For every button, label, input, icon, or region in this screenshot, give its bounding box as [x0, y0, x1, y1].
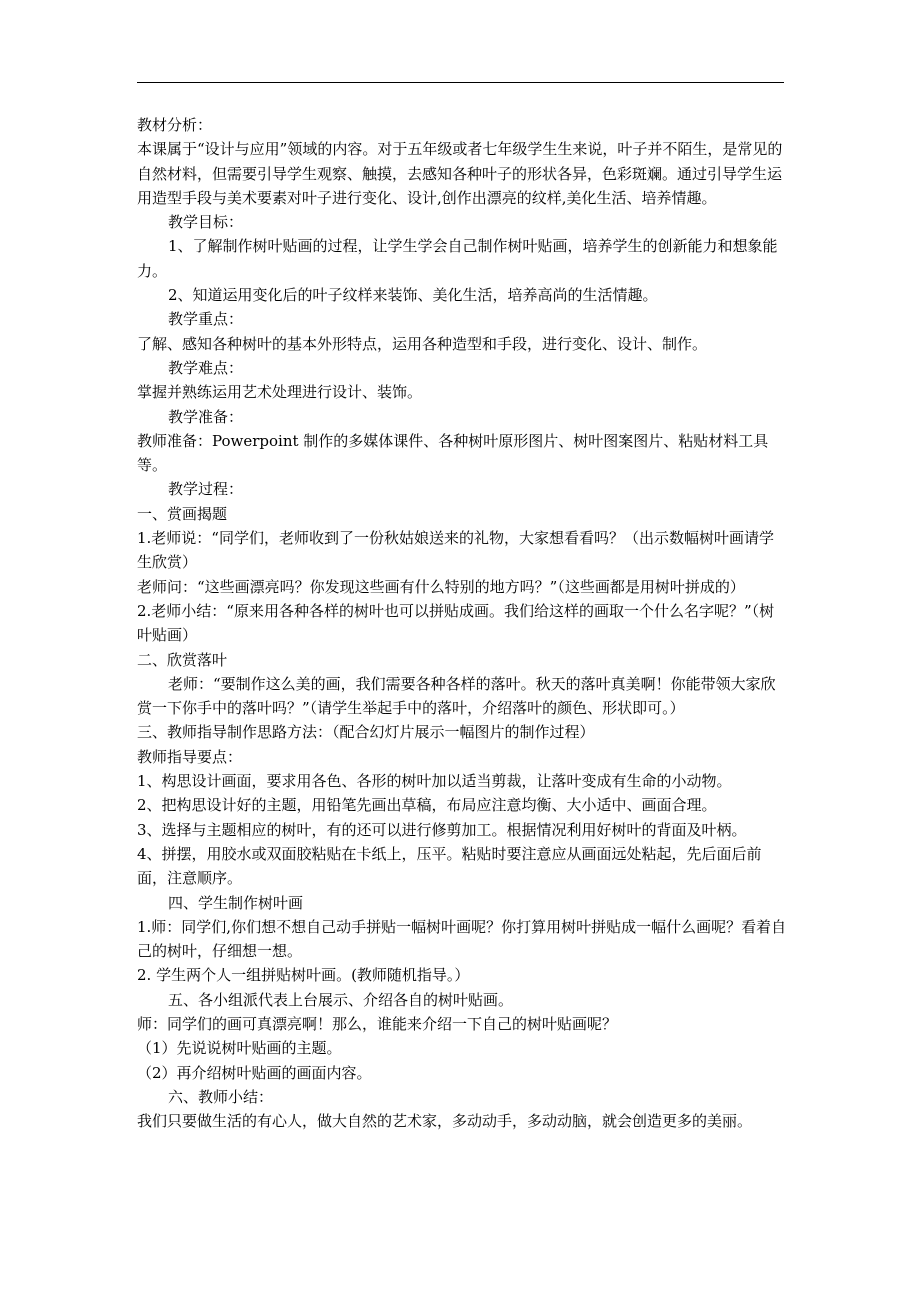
- paragraph: 我们只要做生活的有心人，做大自然的艺术家，多动动手，多动动脑，就会创造更多的美丽。: [137, 1112, 753, 1131]
- section-heading: 教学准备：: [168, 407, 244, 426]
- list-item: （2）再介绍树叶贴画的画面内容。: [137, 1063, 372, 1082]
- paragraph: 掌握并熟练运用艺术处理进行设计、装饰。: [137, 383, 423, 402]
- header-rule: [137, 82, 784, 83]
- list-item: 4、拼摆，用胶水或双面胶粘贴在卡纸上，压平。粘贴时要注意应从画面远处粘起，先后面后前面，注意顺序。: [137, 844, 762, 888]
- paragraph: 老师问：“这些画漂亮吗？你发现这些画有什么特别的地方吗？”（这些画都是用树叶拼成的）: [137, 577, 745, 596]
- paragraph: 本课属于“设计与应用”领域的内容。对于五年级或者七年级学生生来说，叶子并不陌生，是常见的自然材料，但需要引导学生观察、触摸，去感知各种叶子的形状各异，色彩斑斓。通过引导学生运用造型手段与美术要素对叶子进行变化、设计,创作出漂亮的纹样,美化生活、培养情趣。: [137, 140, 783, 207]
- section-heading: 教学过程：: [168, 480, 244, 499]
- paragraph: 1.老师说：“同学们，老师收到了一份秋姑娘送来的礼物，大家想看看吗？（出示数幅树叶画请学生欣赏）: [137, 529, 774, 572]
- section-heading: 五、各小组派代表上台展示、介绍各自的树叶贴画。: [168, 990, 514, 1009]
- paragraph: 1、了解制作树叶贴画的过程，让学生学会自己制作树叶贴画，培养学生的创新能力和想象能力。: [137, 237, 778, 280]
- section-heading: 四、学生制作树叶画: [168, 893, 304, 912]
- section-heading: 六、教师小结：: [168, 1087, 274, 1106]
- paragraph: 教材分析：: [137, 116, 213, 134]
- section-heading: 教学难点：: [168, 358, 244, 377]
- paragraph: 师：同学们的画可真漂亮啊！那么，谁能来介绍一下自己的树叶贴画呢？: [137, 1014, 618, 1033]
- list-item: 1、构思设计画面，要求用各色、各形的树叶加以适当剪裁，让落叶变成有生命的小动物。: [137, 772, 732, 791]
- section-heading: 一、赏画揭题: [137, 504, 228, 523]
- paragraph: 2. 学生两个人一组拼贴树叶画。(教师随机指导。）: [137, 966, 470, 985]
- section-heading: 二、欣赏落叶: [137, 650, 228, 669]
- list-item: 3、选择与主题相应的树叶，有的还可以进行修剪加工。根据情况利用好树叶的背面及叶柄。: [137, 820, 747, 839]
- paragraph: 2、知道运用变化后的叶子纹样来装饰、美化生活，培养高尚的生活情趣。: [168, 286, 658, 305]
- paragraph: 2.老师小结：“原来用各种各样的树叶也可以拼贴成画。我们给这样的画取一个什么名字呢？”（树叶贴画）: [137, 601, 775, 645]
- list-item: （1）先说说树叶贴画的主题。: [137, 1039, 342, 1058]
- section-heading: 教学重点：: [168, 310, 244, 329]
- paragraph: 老师：“要制作这么美的画，我们需要各种各样的落叶。秋天的落叶真美啊！你能带领大家欣赏一下你手中的落叶吗？”（请学生举起手中的落叶，介绍落叶的颜色、形状即可。）: [137, 674, 776, 718]
- paragraph: 教师指导要点：: [137, 747, 243, 766]
- section-heading: 三、教师指导制作思路方法：（配合幻灯片展示一幅图片的制作过程）: [137, 723, 595, 742]
- section-heading: 教学目标：: [168, 213, 244, 232]
- paragraph: 教师准备：Powerpoint 制作的多媒体课件、各种树叶原形图片、树叶图案图片、粘贴材料工具等。: [137, 431, 769, 475]
- list-item: 2、把构思设计好的主题，用铅笔先画出草稿，布局应注意均衡、大小适中、画面合理。: [137, 796, 717, 815]
- paragraph: 了解、感知各种树叶的基本外形特点，运用各种造型和手段，进行变化、设计、制作。: [137, 334, 708, 353]
- document-body: [137, 113, 787, 1133]
- paragraph: 1.师：同学们,你们想不想自己动手拼贴一幅树叶画呢？你打算用树叶拼贴成一幅什么画呢？看着自己的树叶，仔细想一想。: [137, 917, 787, 961]
